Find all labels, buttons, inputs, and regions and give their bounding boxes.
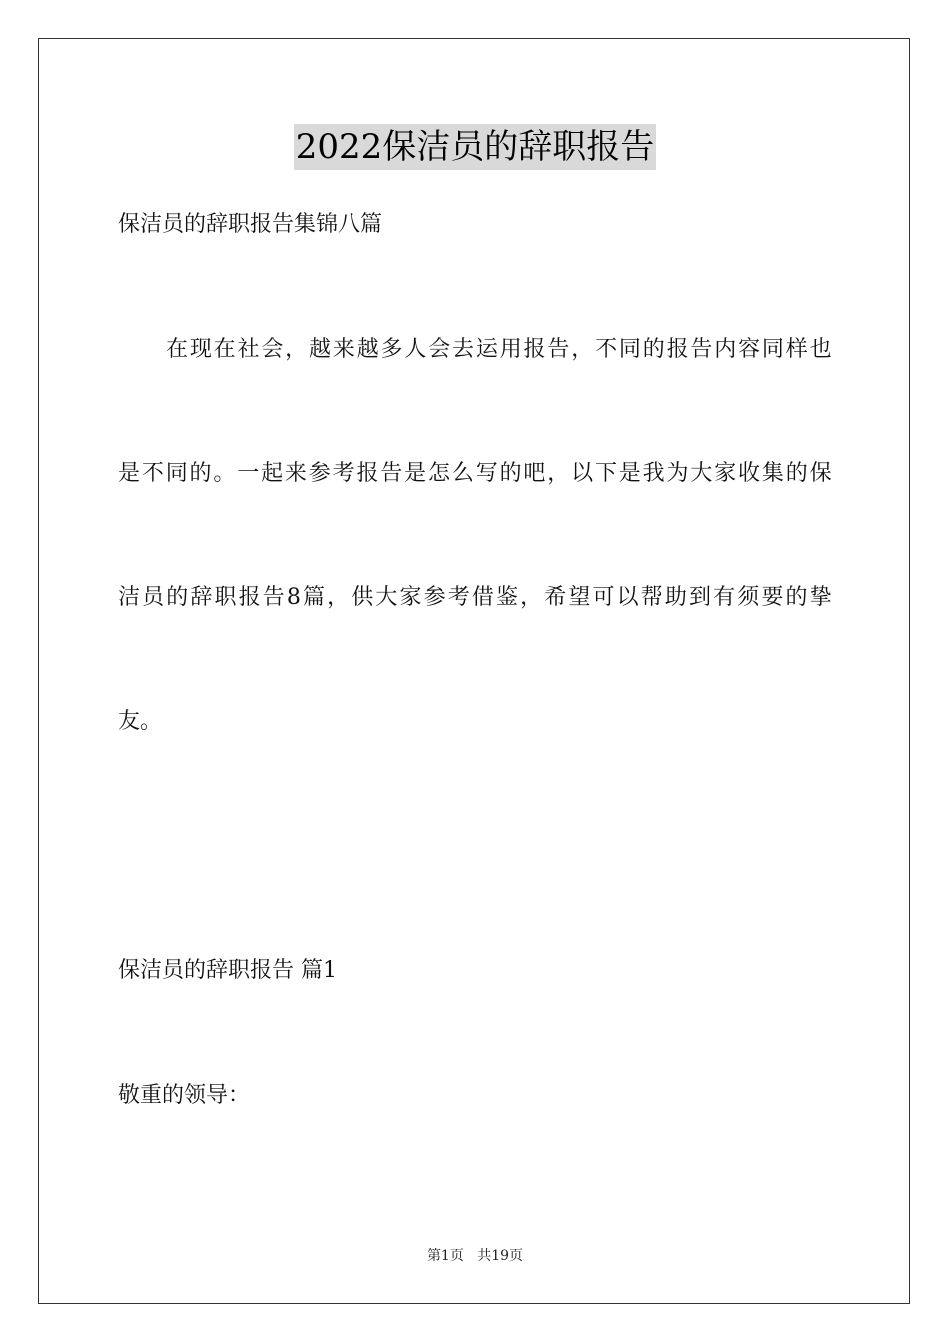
title-container [0,124,950,170]
section-heading: 保洁员的辞职报告 篇1 [118,958,337,983]
page-number: 第1页 [426,1248,464,1264]
document-title: 2022保洁员的辞职报告 [294,124,657,170]
document-subtitle: 保洁员的辞职报告集锦八篇 [118,212,383,237]
intro-paragraph-line-1: 在现在社会，越来越多人会去运用报告，不同的报告内容同样也 [166,337,832,362]
page-total: 共19页 [477,1248,524,1264]
intro-paragraph-line-4: 友。 [118,709,163,734]
intro-paragraph-line-3: 洁员的辞职报告8篇，供大家参考借鉴，希望可以帮助到有须要的挚 [118,585,832,610]
page-footer [0,1246,950,1266]
intro-paragraph-line-2: 是不同的。一起来参考报告是怎么写的吧，以下是我为大家收集的保 [118,461,832,486]
salutation: 敬重的领导： [118,1083,251,1108]
